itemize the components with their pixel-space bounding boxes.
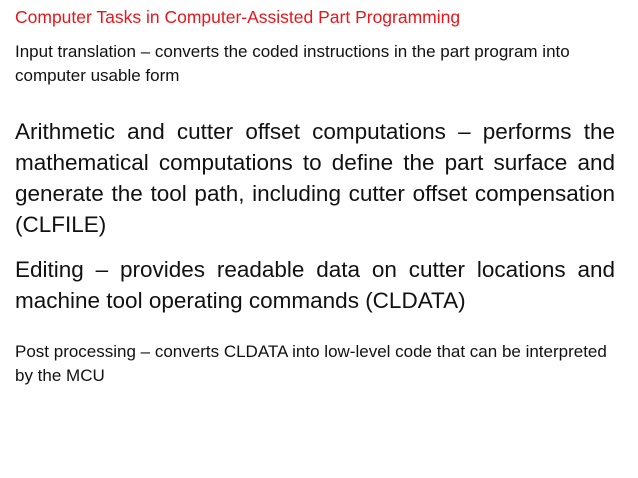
paragraph-arithmetic-computations: Arithmetic and cutter offset computations – performs the mathematical computations to define the part surface and generate the tool path, including cutter offset compensation (CLFILE) — [15, 119, 615, 237]
slide-title: Computer Tasks in Computer-Assisted Part Programming — [15, 7, 461, 27]
paragraph-input-translation: Input translation – converts the coded instructions in the part program into computer usable form — [15, 42, 570, 85]
paragraph-editing: Editing – provides readable data on cutter locations and machine tool operating commands (CLDATA) — [15, 257, 615, 313]
paragraph-post-processing: Post processing – converts CLDATA into low-level code that can be interpreted by the MCU — [15, 342, 607, 385]
